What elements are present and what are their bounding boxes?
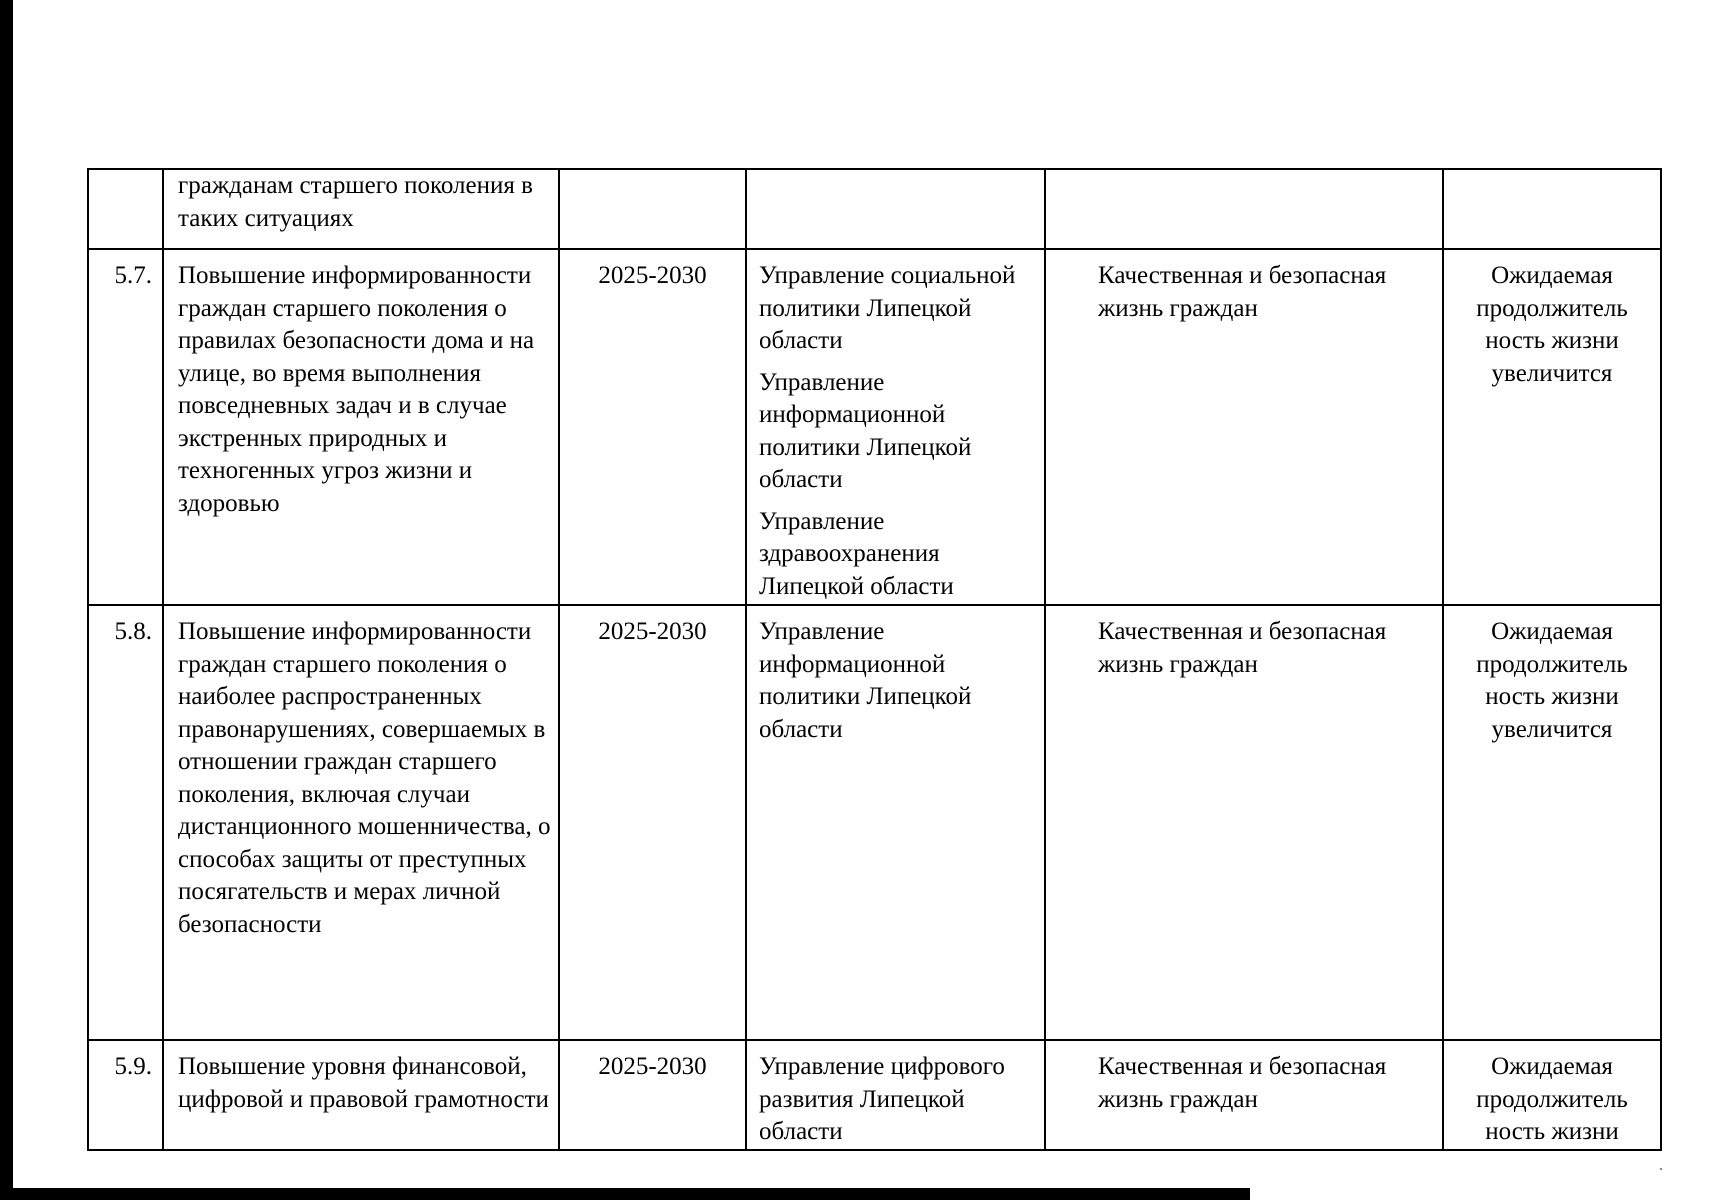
table-row-continuation	[88, 169, 1661, 249]
responsible-executor: Управление цифрового развития Липецкой области	[759, 1053, 1005, 1145]
row-number: 5.7.	[88, 249, 163, 605]
scan-edge-bottom	[0, 1188, 1250, 1200]
responsible-executors	[746, 605, 1045, 1040]
implementation-term: 2025-2030	[559, 1040, 746, 1150]
implementation-term: 2025-2030	[559, 605, 746, 1040]
implementation-term	[559, 169, 746, 249]
responsible-executor: Управление здравоохранения Липецкой области	[759, 507, 954, 600]
goal-text: Качественная и безопасная жизнь граждан	[1045, 605, 1443, 1040]
table-row-5-7	[88, 249, 1661, 605]
responsible-executor: Управление социальной политики Липецкой области	[759, 262, 1016, 354]
row-number: 5.8.	[88, 605, 163, 1040]
scan-speck	[1660, 1168, 1662, 1170]
expected-result: Ожидаемая продолжитель ность жизни увеличится	[1443, 249, 1661, 605]
responsible-executor: Управление информационной политики Липецкой области	[759, 618, 972, 743]
expected-result: Ожидаемая продолжитель ность жизни	[1443, 1040, 1661, 1150]
row-number	[88, 169, 163, 249]
measure-name: Повышение уровня финансовой, цифровой и правовой грамотности	[163, 1040, 559, 1150]
expected-result: Ожидаемая продолжитель ность жизни увеличится	[1443, 605, 1661, 1040]
responsible-executor: Управление информационной политики Липецкой области	[759, 368, 972, 493]
scan-edge-left	[0, 0, 13, 1200]
responsible-executors	[746, 169, 1045, 249]
measures-table	[87, 168, 1662, 1151]
table-row-5-9	[88, 1040, 1661, 1150]
measure-name: Повышение информированности граждан старшего поколения о наиболее распространенных правонарушениях, совершаемых в отношении граждан старшего поколения, включая случаи дистанционного мошенничества, о способах защиты от преступных посягательств и мерах личной безопасности	[163, 605, 559, 1040]
responsible-executors	[746, 1040, 1045, 1150]
goal-text: Качественная и безопасная жизнь граждан	[1045, 1040, 1443, 1150]
expected-result	[1443, 169, 1661, 249]
measure-name: Повышение информированности граждан старшего поколения о правилах безопасности дома и на улице, во время выполнения повседневных задач и в случае экстренных природных и техногенных угроз жизни и здоровью	[163, 249, 559, 605]
responsible-executors	[746, 249, 1045, 605]
goal-text	[1045, 169, 1443, 249]
row-number: 5.9.	[88, 1040, 163, 1150]
measure-name: гражданам старшего поколения в таких ситуациях	[163, 169, 559, 249]
goal-text: Качественная и безопасная жизнь граждан	[1045, 249, 1443, 605]
implementation-term: 2025-2030	[559, 249, 746, 605]
table-row-5-8	[88, 605, 1661, 1040]
